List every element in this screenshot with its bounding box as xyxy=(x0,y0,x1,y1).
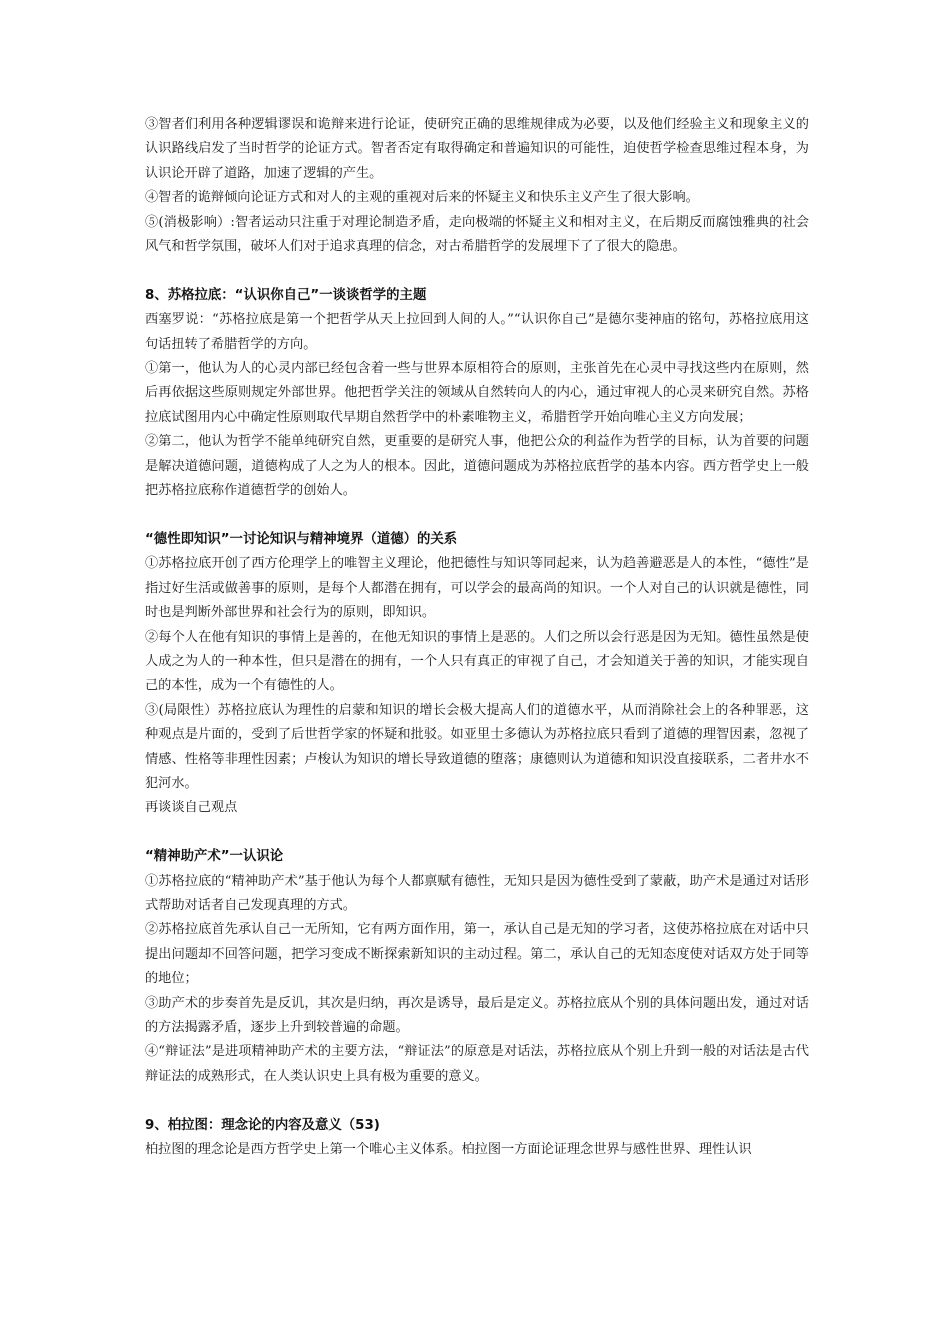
heading-virtue-is-knowledge: “德性即知识”一讨论知识与精神境界（道德）的关系 xyxy=(145,531,458,547)
section-spacer xyxy=(145,821,809,845)
paragraph-virtue-3: ③(局限性）苏格拉底认为理性的启蒙和知识的增长会极大提高人们的道德水平，从而消除社会上的各种罪恶，这种观点是片面的，受到了后世哲学家的怀疑和批驳。如亚里士多德认为苏格拉底只看到了道德的理智因素，忽视了情感、性格等非理性因素；卢梭认为知识的增长导致道德的堕落；康德则认为道德和知识没直接联系，二者井水不犯河水。 xyxy=(145,702,809,791)
paragraph-sophists-influence: ④智者的诡辩倾向论证方式和对人的主观的重视对后来的怀疑主义和快乐主义产生了很大影响。 xyxy=(145,190,699,206)
paragraph-socrates-first: ①第一，他认为人的心灵内部已经包含着一些与世界本原相符合的原则，主张首先在心灵中寻找这些内在原则，然后再依据这些原则规定外部世界。他把哲学关注的领域从自然转向人的内心，通过审视人的心灵来研究自然。苏格拉底试图用内心中确定性原则取代早期自然哲学中的朴素唯物主义，希腊哲学开始向唯心主义方向发展； xyxy=(145,361,809,425)
document-body xyxy=(145,113,809,1162)
paragraph-cicero-quote: 西塞罗说：“苏格拉底是第一个把哲学从天上拉回到人间的人。”“认识你自己”是德尔斐神庙的铭句，苏格拉底用这句话扭转了希腊哲学的方向。 xyxy=(145,312,809,352)
paragraph-midwifery-2: ②苏格拉底首先承认自己一无所知，它有两方面作用，第一，承认自己是无知的学习者，这使苏格拉底在对话中只提出问题却不回答问题，把学习变成不断探索新知识的主动过程。第二，承认自己的无知态度使对话双方处于同等的地位； xyxy=(145,922,809,987)
paragraph-virtue-1: ①苏格拉底开创了西方伦理学上的唯智主义理论，他把德性与知识等同起来，认为趋善避恶是人的本性，“德性”是指过好生活或做善事的原则，是每个人都潜在拥有，可以学会的最高尚的知识。一个人对自己的认识就是德性，同时也是判断外部世界和社会行为的原则，即知识。 xyxy=(145,556,809,621)
paragraph-own-view: 再谈谈自己观点 xyxy=(145,800,238,816)
section-spacer xyxy=(145,259,809,283)
section-spacer xyxy=(145,1089,809,1113)
paragraph-midwifery-1: ①苏格拉底的“精神助产术”基于他认为每个人都禀赋有德性，无知只是因为德性受到了蒙蔽，助产术是通过对话形式帮助对话者自己发现真理的方式。 xyxy=(145,873,809,913)
paragraph-sophists-logic: ③智者们利用各种逻辑谬误和诡辩来进行论证，使研究正确的思维规律成为必要，以及他们经验主义和现象主义的认识路线启发了当时哲学的论证方式。智者否定有取得确定和普遍知识的可能性，迫使哲学检查思维过程本身，为认识论开辟了道路，加速了逻辑的产生。 xyxy=(145,117,809,181)
paragraph-midwifery-3: ③助产术的步奏首先是反讥，其次是归纳，再次是诱导，最后是定义。苏格拉底从个别的具体问题出发，通过对话的方法揭露矛盾，逐步上升到较普遍的命题。 xyxy=(145,995,809,1035)
paragraph-midwifery-4: ④“辩证法”是进项精神助产术的主要方法，“辩证法”的原意是对话法，苏格拉底从个别上升到一般的对话法是古代辩证法的成熟形式，在人类认识史上具有极为重要的意义。 xyxy=(145,1044,809,1084)
paragraph-socrates-second: ②第二，他认为哲学不能单纯研究自然，更重要的是研究人事，他把公众的利益作为哲学的目标，认为首要的问题是解决道德问题，道德构成了人之为人的根本。因此，道德问题成为苏格拉底哲学的基本内容。西方哲学史上一般把苏格拉底称作道德哲学的创始人。 xyxy=(145,434,809,499)
section-spacer xyxy=(145,503,809,527)
heading-socrates-know-thyself: 8、苏格拉底：“认识你自己”一谈谈哲学的主题 xyxy=(145,287,427,303)
paragraph-plato-intro: 柏拉图的理念论是西方哲学史上第一个唯心主义体系。柏拉图一方面论证理念世界与感性世界、理性认识 xyxy=(145,1142,752,1157)
paragraph-sophists-negative: ⑤(消极影响）:智者运动只注重于对理论制造矛盾，走向极端的怀疑主义和相对主义，在后期反而腐蚀雅典的社会风气和哲学氛围，破坏人们对于追求真理的信念，对古希腊哲学的发展埋下了了很大的隐患。 xyxy=(145,214,809,255)
heading-plato-theory-of-ideas: 9、柏拉图：理念论的内容及意义（53) xyxy=(145,1117,380,1133)
paragraph-virtue-2: ②每个人在他有知识的事情上是善的，在他无知识的事情上是恶的。人们之所以会行恶是因为无知。德性虽然是使人成之为人的一种本性，但只是潜在的拥有，一个人只有真正的审视了自己，才会知道关于善的知识，才能实现自己的本性，成为一个有德性的人。 xyxy=(145,629,809,694)
heading-midwifery: “精神助产术”一认识论 xyxy=(145,849,284,865)
